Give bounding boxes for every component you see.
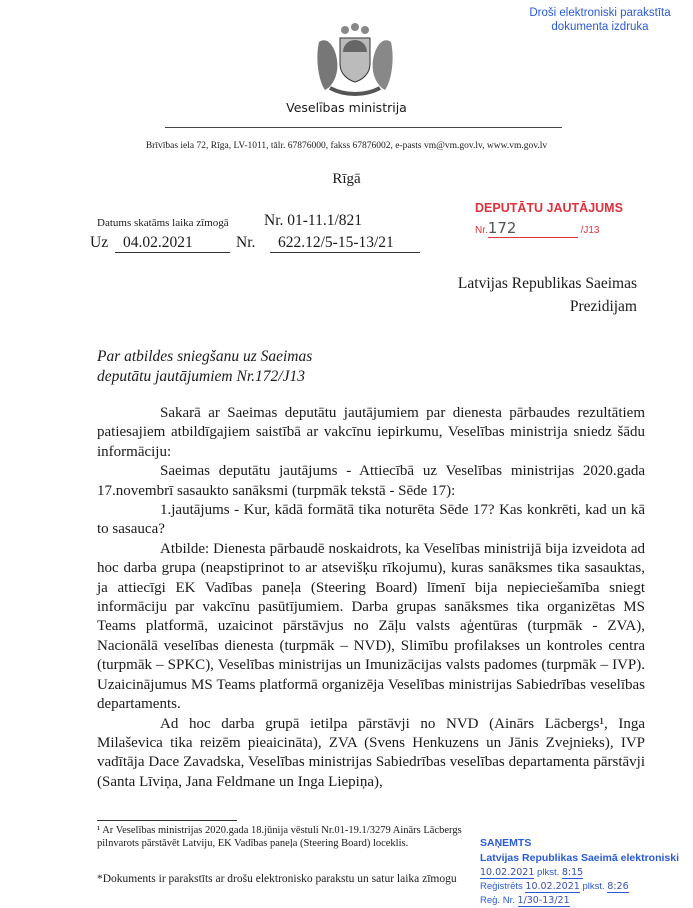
stamp-line: dokumenta izdruka (551, 21, 649, 33)
paragraph: 1.jautājums - Kur, kādā formātā tika noturēta Sēde 17? Kas konkrēti, kad un kā to sasauca? (97, 502, 645, 538)
stamp-handwritten-number: 172 (488, 219, 578, 238)
deputy-question-stamp-number (475, 219, 600, 238)
stamp-suffix: /J13 (580, 225, 600, 236)
registered-date: 10.02.2021 (525, 881, 580, 892)
reference-nr-label: Nr. (236, 234, 256, 251)
header-divider (165, 127, 562, 128)
deputy-question-stamp-title: DEPUTĀTU JAUTĀJUMS (475, 201, 623, 215)
received-title: SAŅEMTS (480, 837, 532, 849)
coat-of-arms-icon (305, 22, 405, 98)
paragraph: Saeimas deputātu jautājums - Attiecībā uz Veselības ministrijas 2020.gada 17.novembrī sasaukto sanāksmi (turpmāk tekstā - Sēde 17): (97, 463, 645, 499)
city: Rīgā (332, 171, 361, 187)
recipient-line: Latvijas Republikas Saeimas (457, 275, 637, 292)
plkst-label: plkst. (582, 881, 605, 892)
stamp-line: Droši elektroniski parakstīta (529, 7, 671, 19)
received-line: Latvijas Republikas Saeimā elektroniski (480, 852, 680, 864)
ministry-name: Veselības ministrija (286, 100, 407, 115)
subject-line: Par atbildes sniegšanu uz Saeimas (97, 348, 313, 365)
reg-nr-label: Reģ. Nr. (480, 895, 515, 906)
reg-nr-value: 1/30-13/21 (517, 895, 570, 906)
ministry-address: Brīvības iela 72, Rīga, LV-1011, tālr. 67876000, fakss 67876002, e-pasts vm@vm.gov.lv, www.vm.gov.lv (145, 141, 548, 151)
paragraph: Atbilde: Dienesta pārbaudē noskaidrots, ka Veselības ministrijā bija izveidota ad hoc darba grupa (neapstiprinot to ar atsevišķu rīkojumu), kuras sanāksmes tika sasauktas, ja attiecīgi EK Vadības paneļa (Steering Board) līmenī bija nepieciešamība sniegt informāciju par vakcīnu pasūtījumiem. Darba grupas sanāksmes tika organizētas MS Teams platformā, uzaicinot pārstāvjus no Zāļu valsts aģentūras (turpmāk - ZVA), Nacionālā veselības dienesta (turpmāk – NVD), Slimību profilakses un kontroles centra (turpmāk – SPKC), Veselības ministrijas un Imunizācijas valsts padomes (turpmāk – IVP). Uzaicinājumus MS Teams platformā organizēja Veselības ministrijas Sabiedrības veselības departaments. (97, 540, 645, 713)
reference-label: Uz (90, 234, 109, 251)
received-time: 8:15 (561, 867, 584, 878)
registered-label: Reģistrēts (480, 881, 523, 892)
stamp-nr-label: Nr. (475, 225, 488, 236)
recipient-line: Prezidijam (569, 298, 637, 315)
reference-number: 622.12/5-15-13/21 (270, 234, 420, 253)
received-stamp (480, 836, 690, 908)
reference-date: 04.02.2021 (115, 234, 230, 253)
signature-note: *Dokuments ir parakstīts ar drošu elektronisko parakstu un satur laika zīmogu (97, 873, 457, 885)
footnote-divider (97, 820, 237, 821)
subject (97, 347, 312, 387)
subject-line: deputātu jautājumiem Nr.172/J13 (97, 368, 305, 385)
date-note: Datums skatāms laika zīmogā (97, 217, 229, 229)
letter-body (97, 404, 645, 792)
paragraph: Sakarā ar Saeimas deputātu jautājumiem par dienesta pārbaudes rezultātiem patiesajiem atbildīgajiem saistībā ar vakcīnu iepirkumu, Veselības ministrija sniedz šādu informāciju: (97, 405, 645, 460)
plkst-label: plkst. (537, 867, 560, 878)
footnote: ¹ Ar Veselības ministrijas 2020.gada 18.jūnija vēstuli Nr.01-19.1/3279 Ainārs Lācbergs pilnvarots pārstāvēt Latviju, EK Vadības paneļa (Steering Board) loceklis. (97, 825, 462, 849)
received-date: 10.02.2021 (480, 867, 535, 878)
recipient (458, 272, 637, 318)
secure-signature-stamp (520, 6, 680, 34)
paragraph: Ad hoc darba grupā ietilpa pārstāvji no NVD (Ainārs Lācbergs¹, Inga Milaševica tika reizēm pieaicināta), ZVA (Svens Henkuzens un Jānis Zvejnieks), IVP vadītāja Dace Zavadska, Veselības ministrijas Sabiedrības veselības departamenta pārstāvji (Santa Līviņa, Jana Feldmane un Inga Liepiņa), (97, 715, 645, 790)
document-number: Nr. 01-11.1/821 (264, 212, 363, 229)
registered-time: 8:26 (607, 881, 629, 892)
